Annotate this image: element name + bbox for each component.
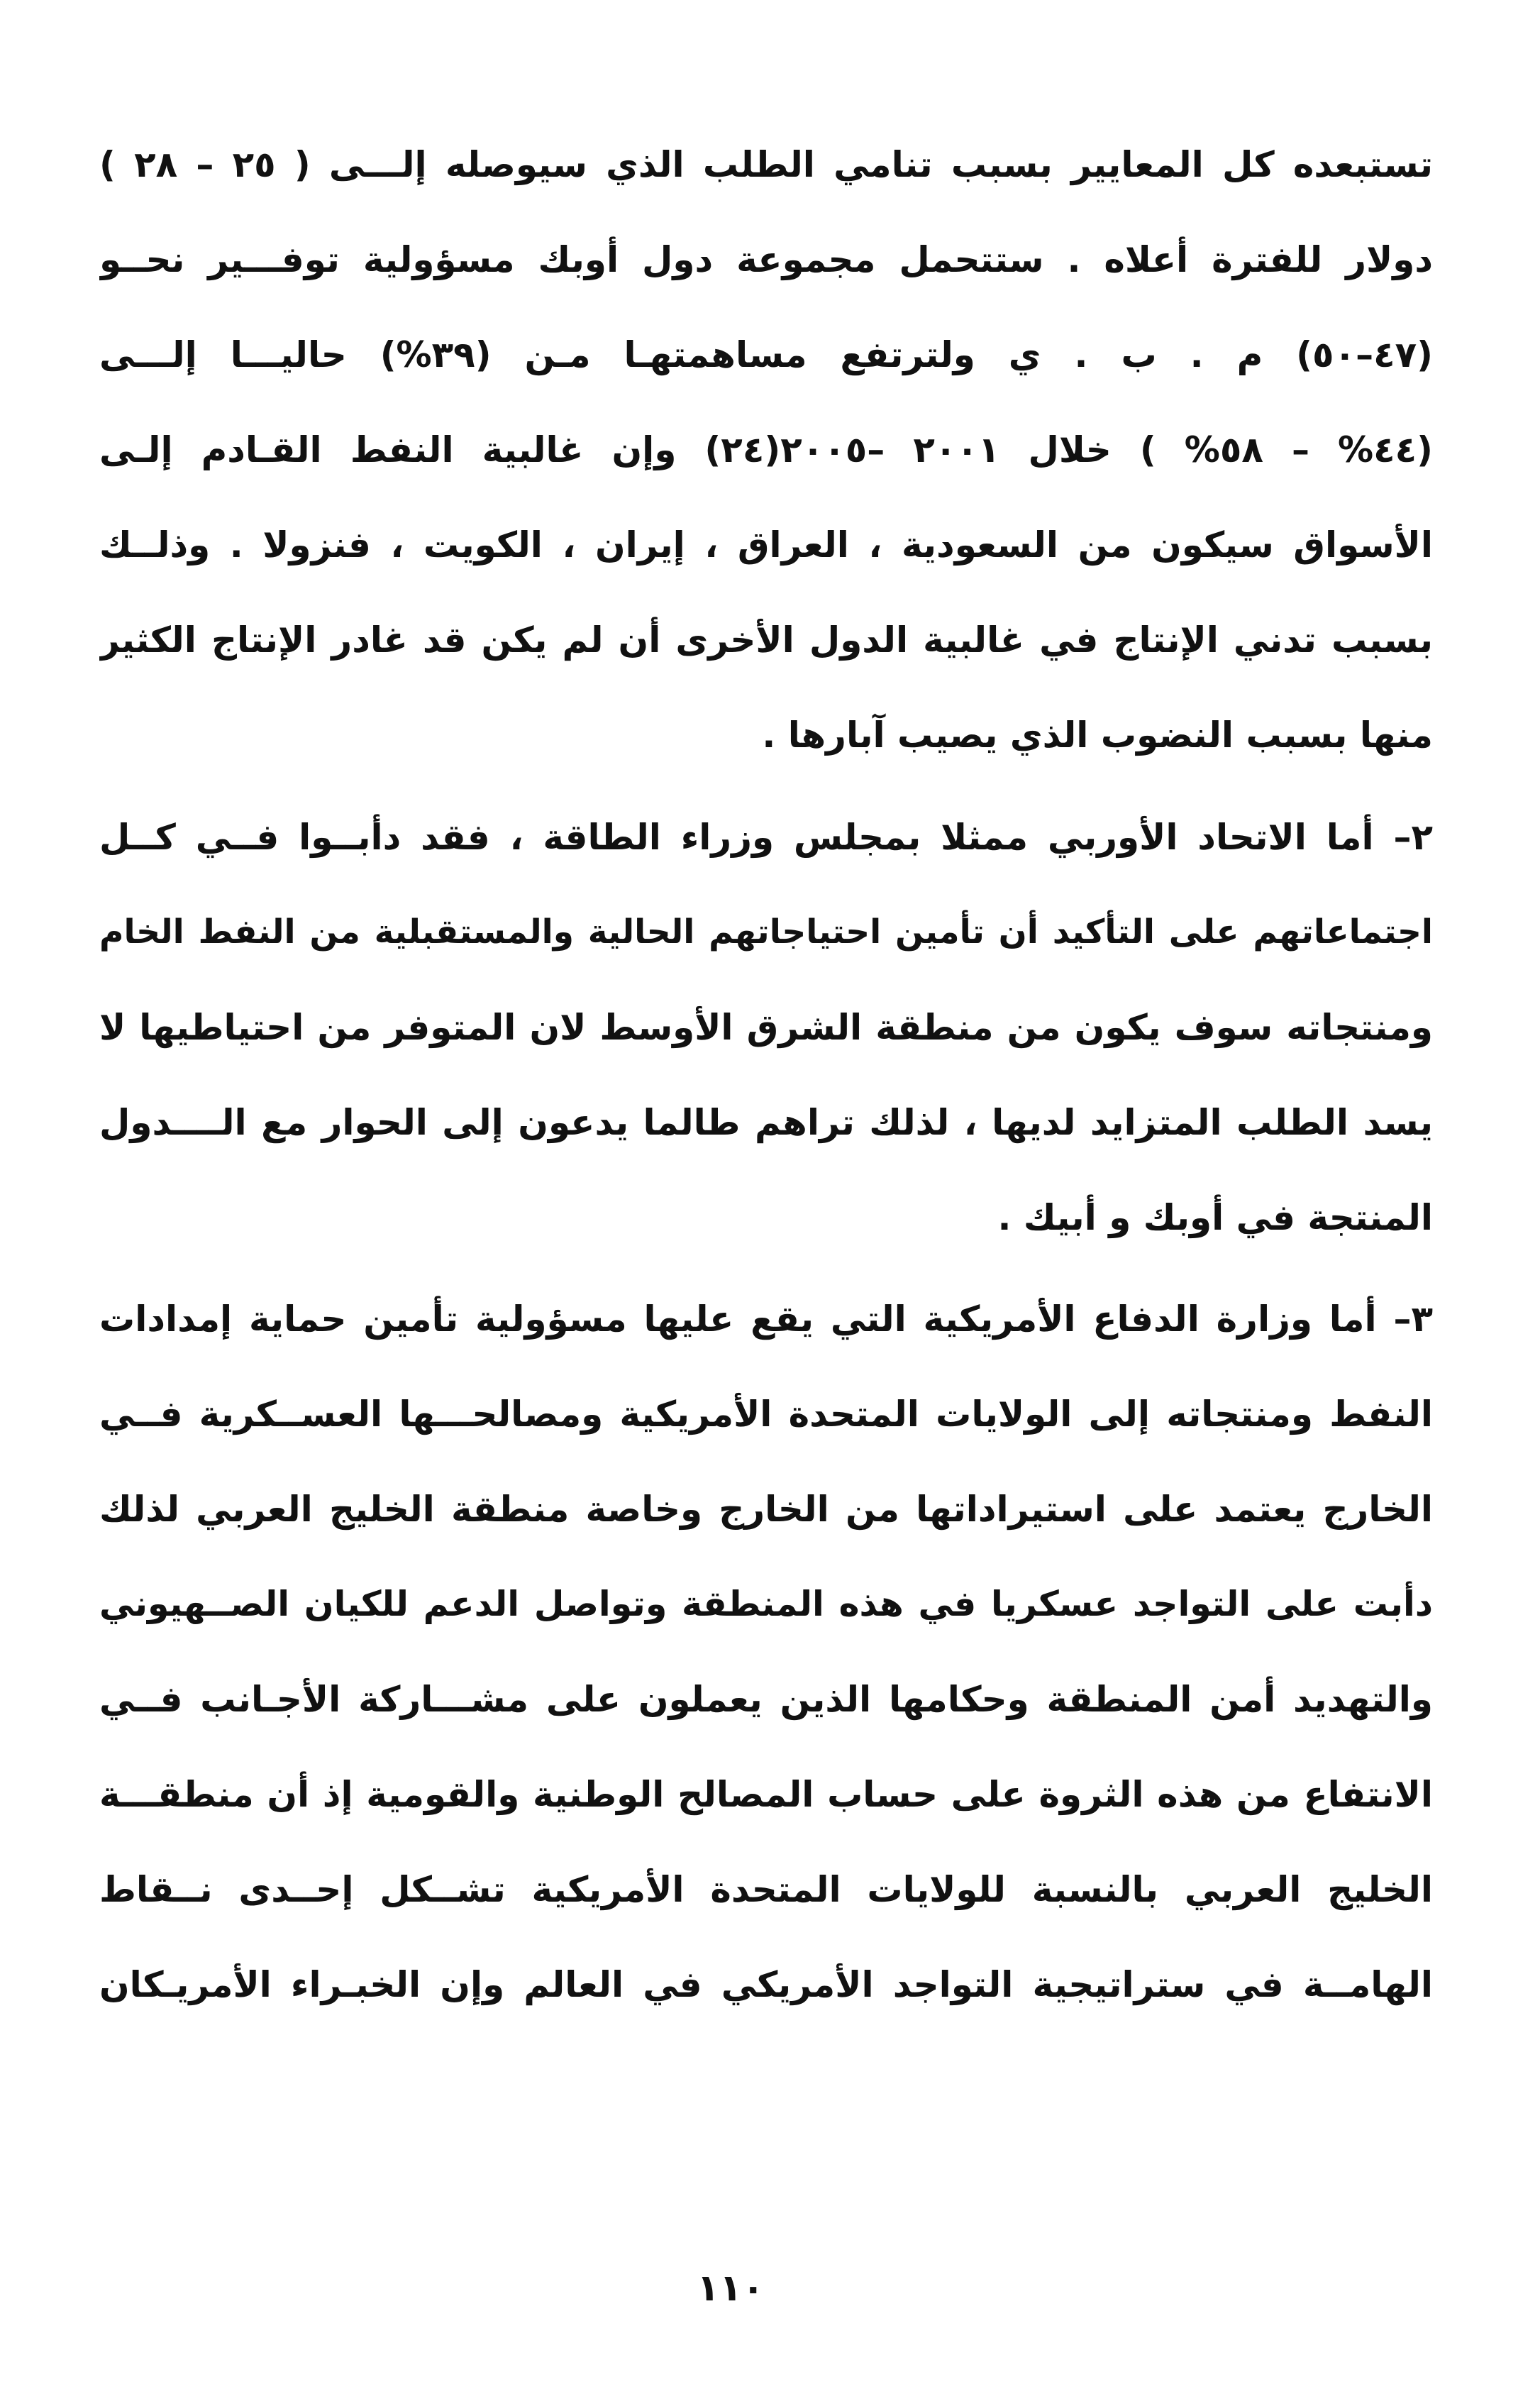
paragraph-us-defense (99, 1272, 1433, 2032)
text-line: الانتفاع من هذه الثروة على حساب المصالح الوطنية والقومية إذ أن منطقـــة (99, 1774, 1433, 1815)
text-line: بسبب تدني الإنتاج في غالبية الدول الأخرى أن لم يكن قد غادر الإنتاج الكثير (99, 619, 1433, 661)
text-line: منها بسبب النضوب الذي يصيب آبارها . (762, 715, 1433, 756)
paragraph-opec-supply (99, 117, 1433, 783)
text-line: ومنتجاته سوف يكون من منطقة الشرق الأوسط لان المتوفر من احتياطيها لا (99, 1007, 1433, 1048)
text-line: تستبعده كل المعايير بسبب تنامي الطلب الذي سيوصله إلـــى ( ٢٥ – ٢٨ ) (99, 144, 1433, 185)
text-line: يسد الطلب المتزايد لديها ، لذلك تراهم طالما يدعون إلى الحوار مع الــــدول (99, 1102, 1433, 1143)
paragraph-european-union (99, 790, 1433, 1265)
text-line: اجتماعاتهم على التأكيد أن تأمين احتياجاتهم الحالية والمستقبلية من النفط الخام (99, 912, 1433, 952)
text-line: ٣– أما وزارة الدفاع الأمريكية التي يقع عليها مسؤولية تأمين حماية إمدادات (99, 1298, 1433, 1340)
text-line: والتهديد أمن المنطقة وحكامها الذين يعملون على مشـــاركة الأجـانب فــي (99, 1679, 1433, 1720)
text-line: الخليج العربي بالنسبة للولايات المتحدة الأمريكية تشــكل إحــدى نــقاط (99, 1869, 1433, 1910)
text-line: دولار للفترة أعلاه . ستتحمل مجموعة دول أوبك مسؤولية توفـــير نحــو (99, 239, 1433, 280)
text-line: ٢– أما الاتحاد الأوربي ممثلا بمجلس وزراء الطاقة ، فقد دأبــوا فــي كــل (99, 817, 1433, 858)
text-line: الهامــة في ستراتيجية التواجد الأمريكي في العالم وإن الخبـراء الأمريـكان (99, 1964, 1433, 2005)
text-line: الخارج يعتمد على استيراداتها من الخارج وخاصة منطقة الخليج العربي لذلك (99, 1489, 1433, 1530)
page-number: ١١٠ (697, 2267, 765, 2310)
text-line: الأسواق سيكون من السعودية ، العراق ، إيران ، الكويت ، فنزولا . وذلــك (99, 524, 1433, 566)
text-line: المنتجة في أوبك و أبيك . (997, 1197, 1433, 1238)
text-line: النفط ومنتجاته إلى الولايات المتحدة الأمريكية ومصالحـــها العســكرية فــي (99, 1394, 1433, 1435)
text-line: (٤٧–٥٠) م . ب . ي ولترتفع مساهمتهـا مـن (٣٩%) حاليـــا إلـــى (99, 334, 1433, 375)
text-line: دأبت على التواجد عسكريا في هذه المنطقة وتواصل الدعم للكيان الصــهيوني (99, 1584, 1433, 1624)
text-line: (٤٤% – ٥٨% ) خلال ٢٠٠١ –٢٠٠٥(٢٤) وإن غالبية النفط القـادم إلـى (99, 429, 1433, 470)
